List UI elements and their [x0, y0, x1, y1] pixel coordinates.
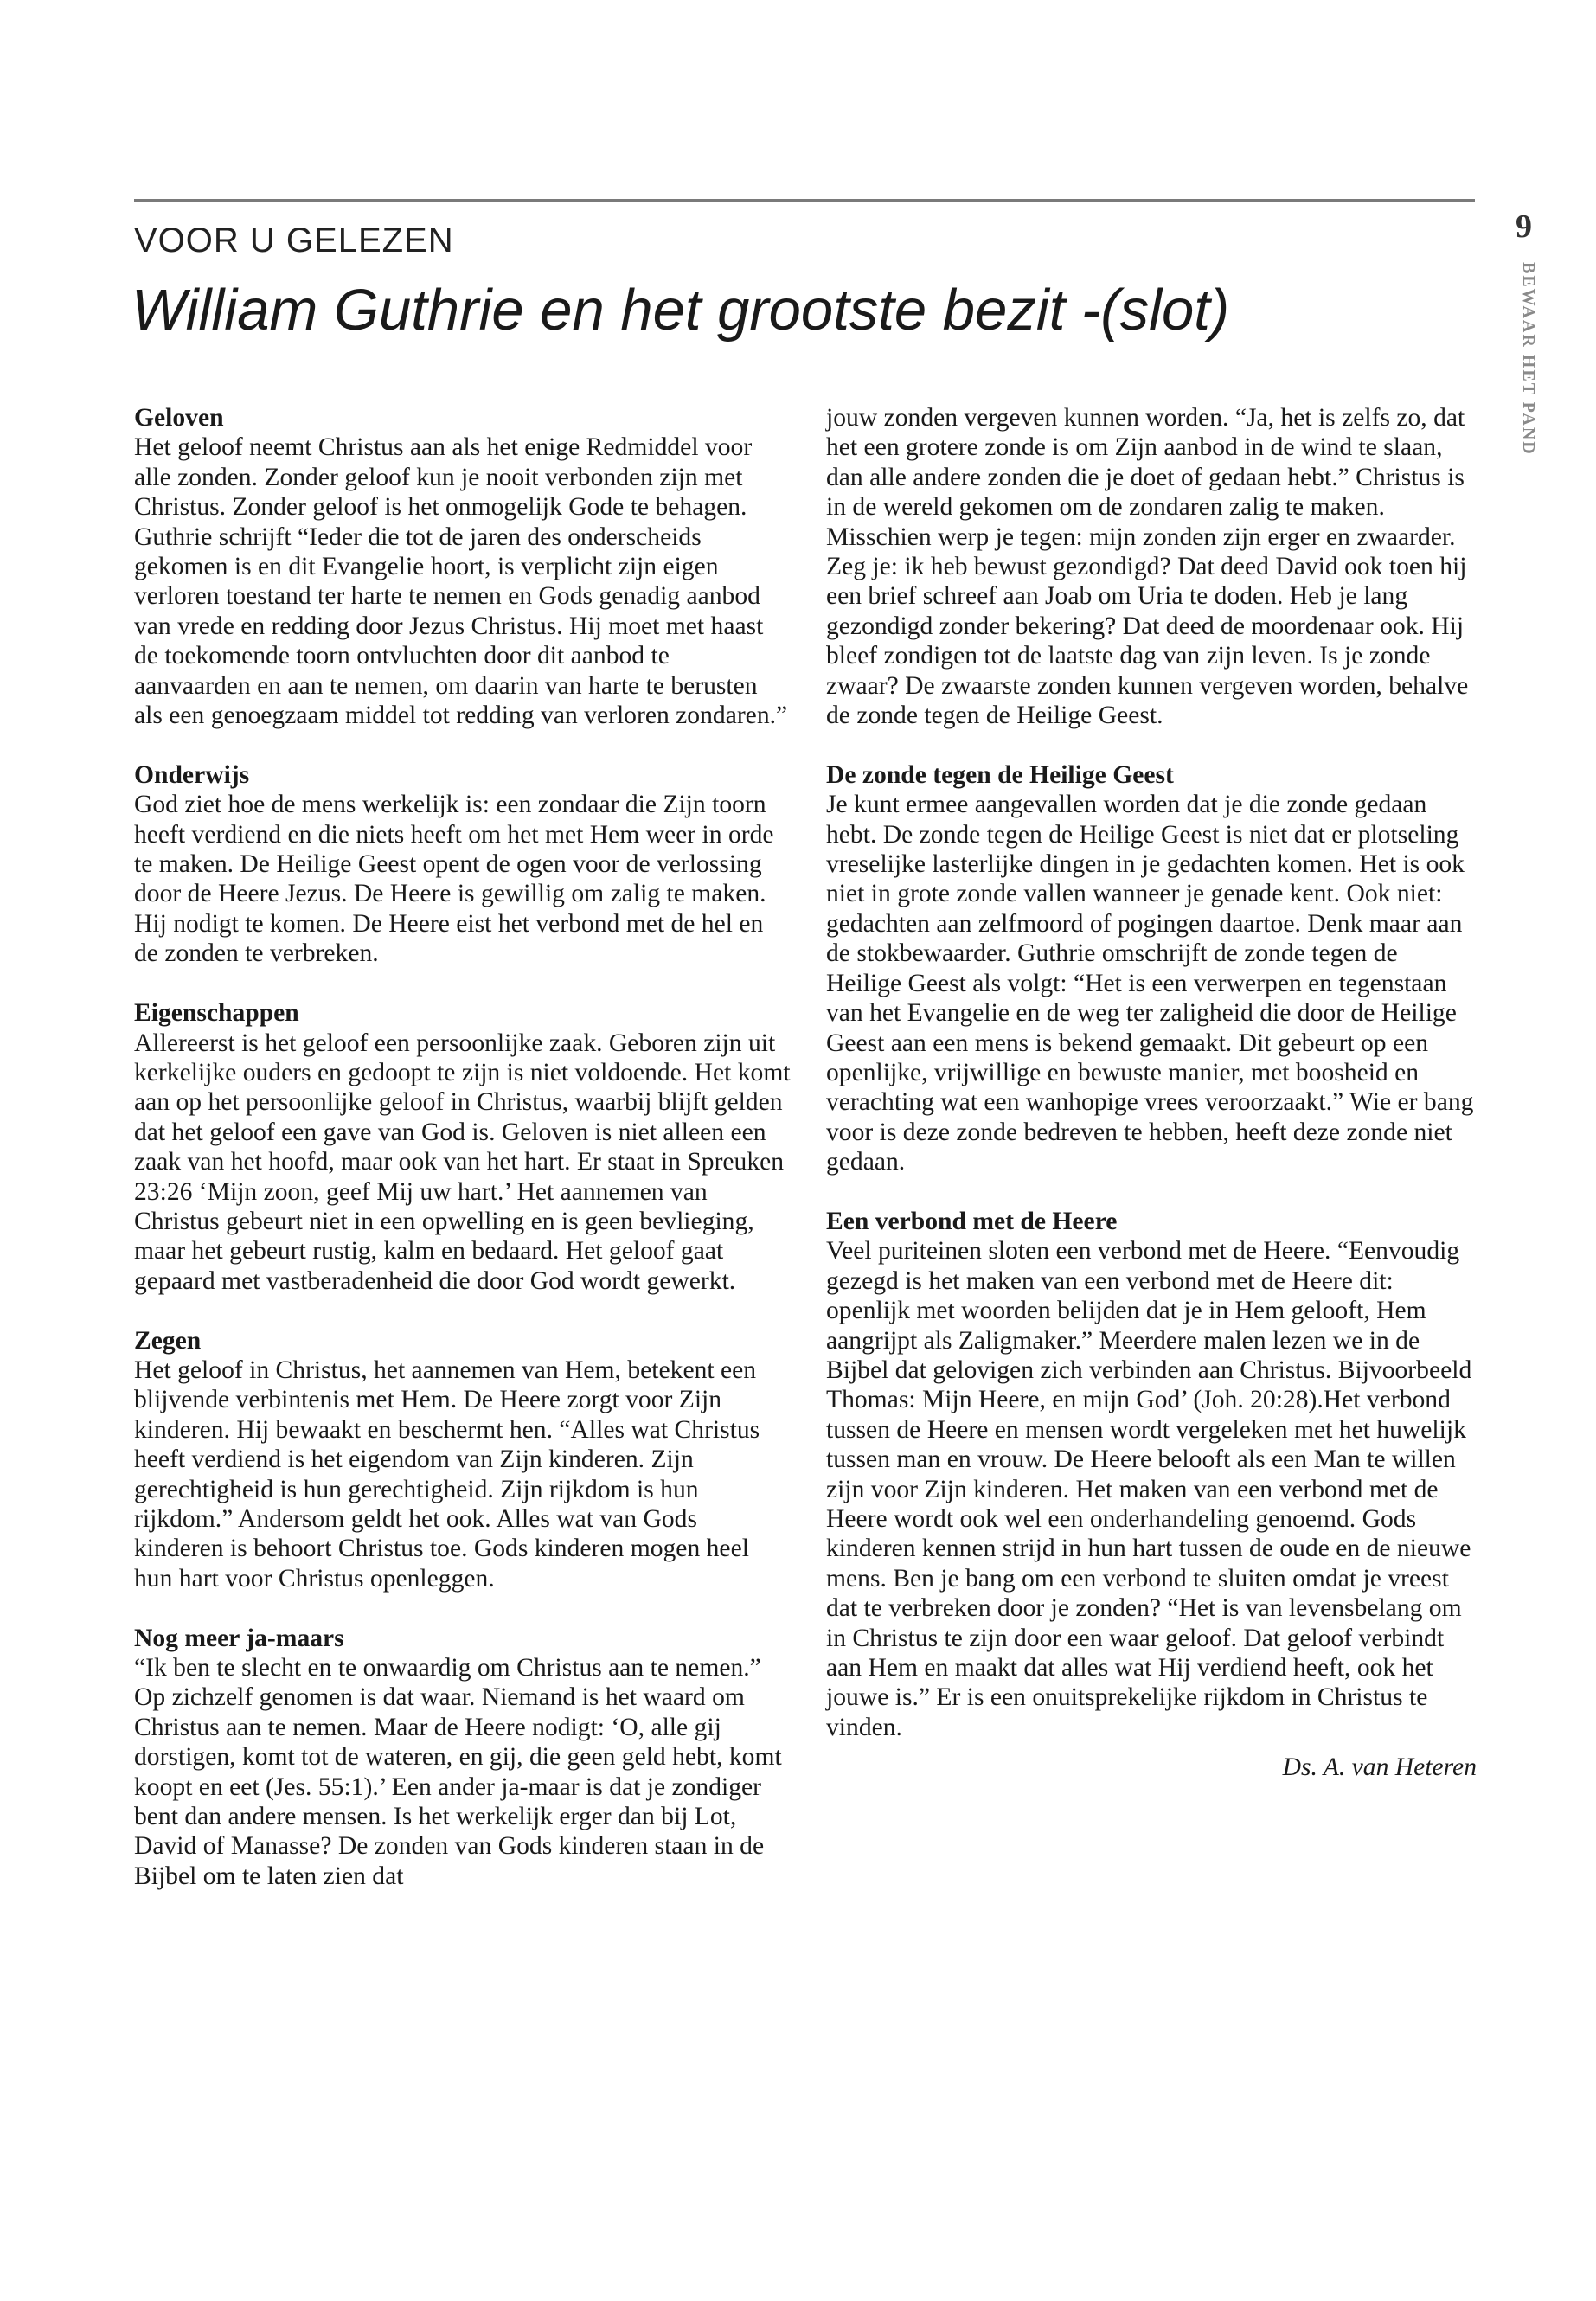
section-label: VOOR U GELEZEN [134, 221, 454, 260]
section-text: Het geloof neemt Christus aan als het enige Redmiddel voor alle zonden. Zonder geloof kun je nooit verbonden zijn met Christus. Zonder geloof is het onmogelijk Gode te behagen. Guthrie schrijft “Ieder die tot de jaren des onderscheids gekomen is en dit Evangelie hoort, is verplicht zijn eigen verloren toestand ter harte te nemen en Gods genadig aanbod van vrede en redding door Jezus Christus. Hij moet met haast de toekomende toorn ontvluchten door dit aanbod te aanvaarden en aan te nemen, om daarin van harte te berusten als een genoegzaam middel tot redding van verloren zondaren.” [134, 433, 788, 730]
page-title: William Guthrie en het grootste bezit -(slot) [131, 278, 1230, 343]
section-heading: Onderwijs [134, 760, 250, 789]
top-rule [134, 199, 1475, 202]
section-text: God ziet hoe de mens werkelijk is: een zondaar die Zijn toorn heeft verdiend en die niets heeft om het met Hem weer in orde te maken. De Heilige Geest opent de ogen voor de verlossing door de Heere Jezus. De Heere is gewillig om zalig te maken. Hij nodigt te komen. De Heere eist het verbond met de hel en de zonden te verbreken. [134, 791, 774, 968]
section-zonde-heilige-geest [826, 760, 1477, 1177]
section-heading: Nog meer ja-maars [134, 1624, 344, 1652]
section-text: Het geloof in Christus, het aannemen van Hem, betekent een blijvende verbintenis met Hem. De Heere zorgt voor Zijn kinderen. Hij bewaakt en beschermt hen. “Alles wat Christus heeft verdiend is het eigendom van Zijn kinderen. Zijn gerechtigheid is hun gerechtigheid. Zijn rijkdom is hun rijkdom.” Andersom geldt het ook. Alles wat van Gods kinderen is behoort Christus toe. Gods kinderen mogen heel hun hart voor Christus openleggen. [134, 1356, 760, 1593]
right-column [826, 403, 1477, 1783]
section-text: Allereerst is het geloof een persoonlijke zaak. Geboren zijn uit kerkelijke ouders en gedoopt te zijn is niet voldoende. Het komt aan op het persoonlijke geloof in Christus, waarbij blijft gelden dat het geloof een gave van God is. Geloven is niet alleen een zaak van het hoofd, maar ook van het hart. Er staat in Spreuken 23:26 ‘Mijn zoon, geef Mij uw hart.’ Het aannemen van Christus gebeurt niet in een opwelling en is geen bevlieging, maar het gebeurt rustig, kalm en bedaard. Het geloof gaat gepaard met vastberadenheid die door God wordt gewerkt. [134, 1029, 791, 1295]
left-column [134, 403, 792, 1921]
section-heading: Eigenschappen [134, 999, 299, 1028]
author-signature: Ds. A. van Heteren [1282, 1753, 1477, 1782]
section-heading: Een verbond met de Heere [826, 1207, 1118, 1235]
section-eigenschappen [134, 998, 792, 1296]
section-verbond-met-de-heere [826, 1207, 1477, 1742]
continued-text: jouw zonden vergeven kunnen worden. “Ja, het is zelfs zo, dat het een grotere zonde is om Zijn aanbod in de wind te slaan, dan alle andere zonden die je doet of gedaan hebt.” Christus is in de wereld gekomen om de zondaren zalig te maken. Misschien werp je tegen: mijn zonden zijn erger en zwaarder. Zeg je: ik heb bewust gezondigd? Dat deed David ook toen hij een brief schreef aan Joab om Uria te doden. Heb je lang gezondigd zonder bekering? Dat deed de moordenaar ook. Hij bleef zondigen tot de laatste dag van zijn leven. Is je zonde zwaar? De zwaarste zonden kunnen vergeven worden, behalve de zonde tegen de Heilige Geest. [826, 404, 1469, 730]
section-text: Je kunt ermee aangevallen worden dat je die zonde gedaan hebt. De zonde tegen de Heilige Geest is niet dat er plotseling vreselijke lasterlijke dingen in je gedachten komen. Het is ook niet in grote zonde vallen wanneer je genade kent. Ook niet: gedachten aan zelfmoord of pogingen daartoe. Denk maar aan de stokbewaarder. Guthrie omschrijft de zonde tegen de Heilige Geest als volgt: “Het is een verwerpen en tegenstaan van het Evangelie en de weg ter zaligheid die door de Heilige Geest aan een mens is bekend gemaakt. Dit gebeurt op een openlijke, vrijwillige en bewuste manier, met boosheid en verachting wat een wanhopige vrees veroorzaakt.” Wie er bang voor is deze zonde bedreven te hebben, heeft deze zonde niet gedaan. [826, 791, 1474, 1176]
section-text: “Ik ben te slecht en te onwaardig om Christus aan te nemen.” Op zichzelf genomen is dat waar. Niemand is het waard om Christus aan te nemen. Maar de Heere nodigt: ‘O, alle gij dorstigen, komt tot de wateren, en gij, die geen geld hebt, komt koopt en eet (Jes. 55:1).’ Een ander ja-maar is dat je zondiger bent dan andere mensen. Is het werkelijk erger dan bij Lot, David of Manasse? De zonden van Gods kinderen staan in de Bijbel om te laten zien dat [134, 1654, 782, 1890]
running-head: BEWAAR HET PAND [1519, 262, 1538, 456]
section-heading: De zonde tegen de Heilige Geest [826, 760, 1174, 789]
section-heading: Geloven [134, 404, 224, 432]
section-geloven [134, 403, 792, 730]
page-number: 9 [1516, 208, 1532, 245]
section-zegen [134, 1326, 792, 1594]
section-nog-meer-ja-maars [134, 1624, 792, 1892]
section-onderwijs [134, 760, 792, 969]
section-text: Veel puriteinen sloten een verbond met de Heere. “Eenvoudig gezegd is het maken van een verbond met de Heere dit: openlijk met woorden belijden dat je in Hem gelooft, Hem aangrijpt als Zaligmaker.” Meerdere malen lezen we in de Bijbel dat gelovigen zich verbinden aan Christus. Bijvoorbeeld Thomas: Mijn Heere, en mijn God’ (Joh. 20:28).Het verbond tussen de Heere en mensen wordt vergeleken met het huwelijk tussen man en vrouw. De Heere belooft als een Man te willen zijn voor Zijn kinderen. Het maken van een verbond met de Heere wordt ook wel een onderhandeling genoemd. Gods kinderen kennen strijd in hun hart tussen de oude en de nieuwe mens. Ben je bang om een verbond te sluiten omdat je vreest dat te verbreken door je zonden? “Het is van levensbelang om in Christus te zijn door een waar geloof. Dat geloof verbindt aan Hem en maakt dat alles wat Hij verdiend heeft, ook het jouwe is.” Er is een onuitsprekelijke rijkdom in Christus te vinden. [826, 1237, 1472, 1741]
section-heading: Zegen [134, 1326, 202, 1355]
